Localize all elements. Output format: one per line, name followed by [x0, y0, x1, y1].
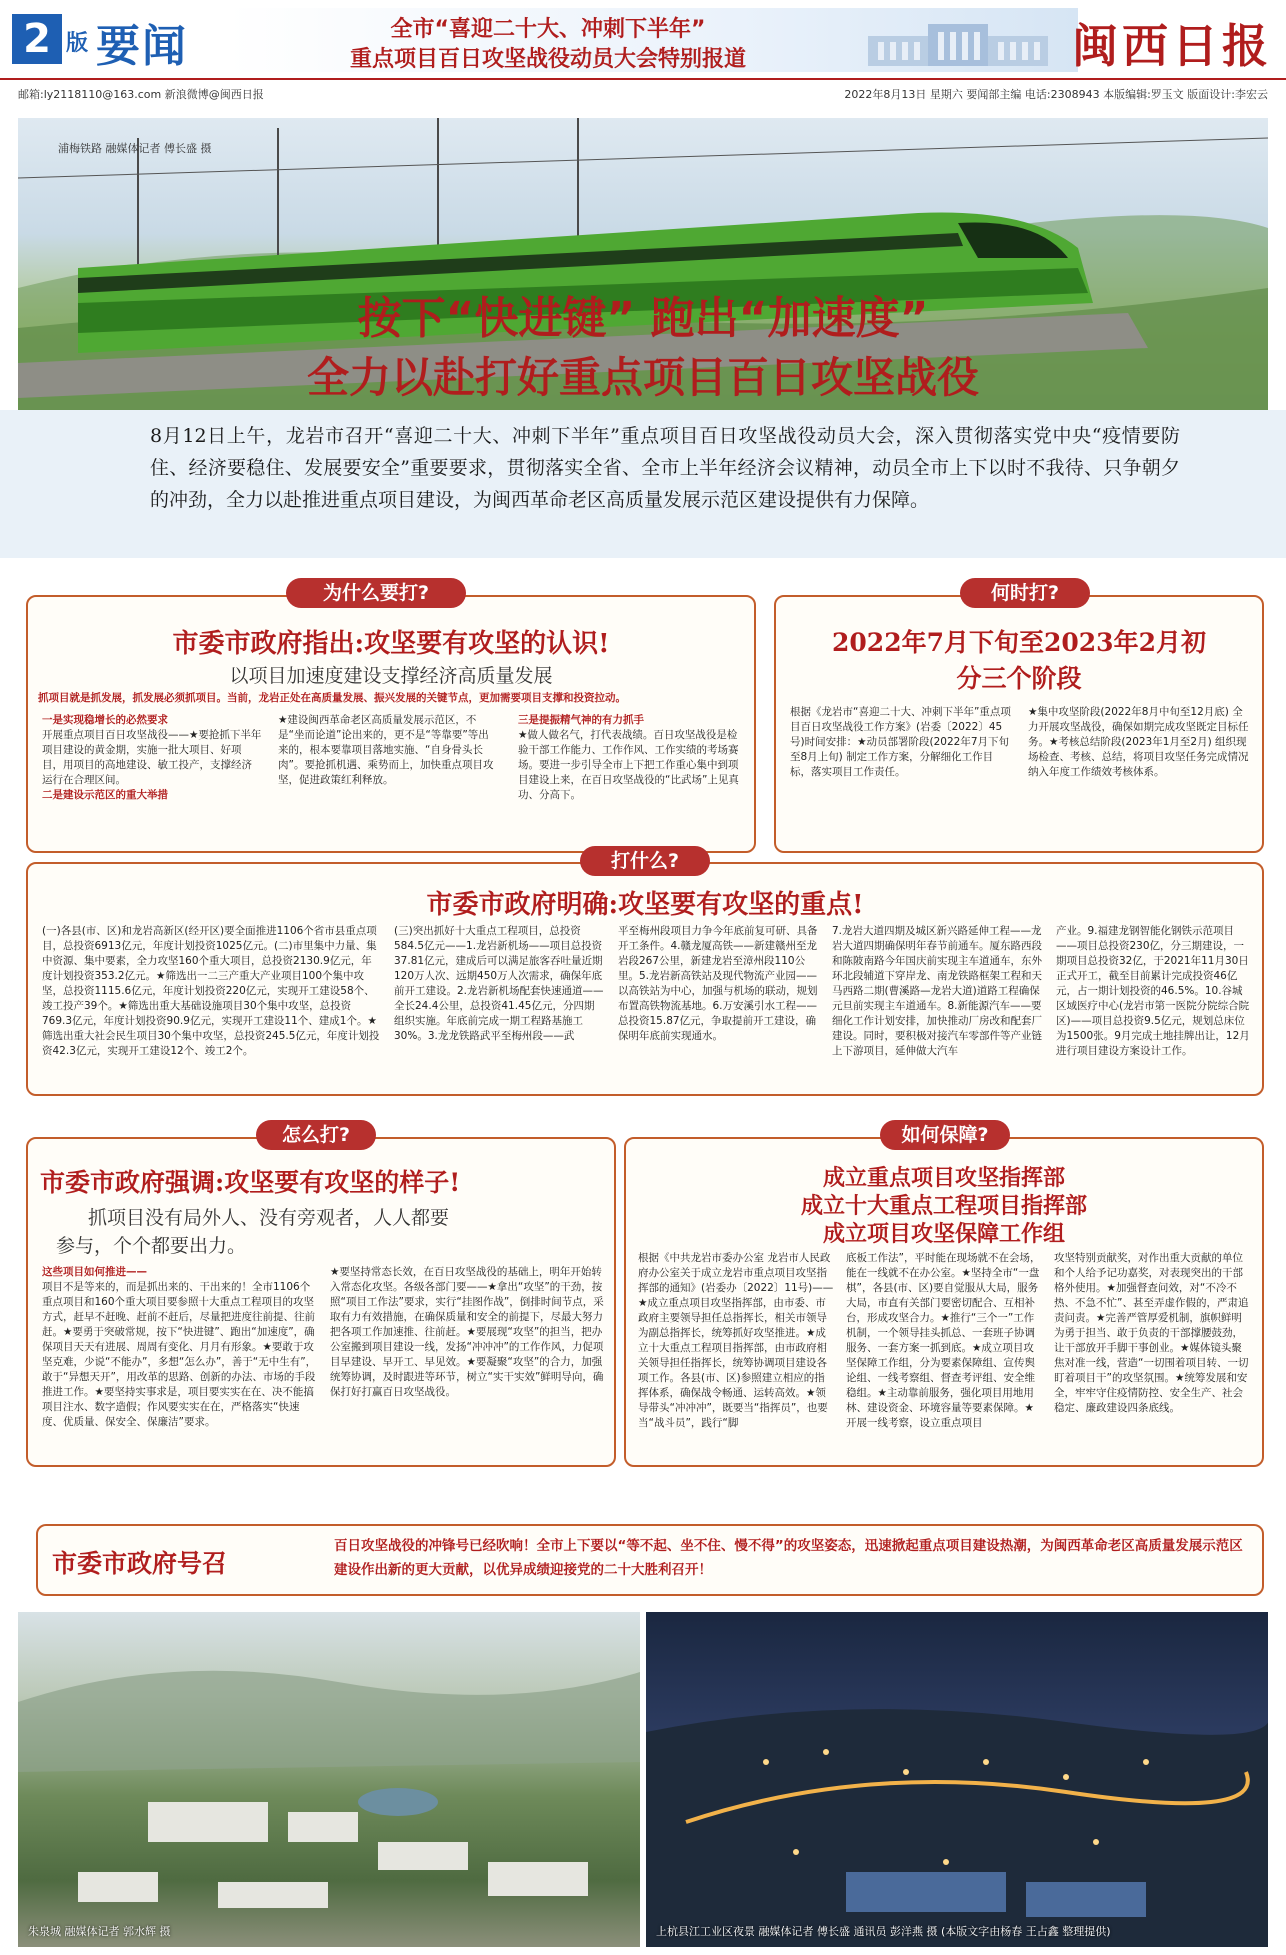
- why-column-2: ★建设闽西革命老区高质量发展示范区，不是“坐而论道”论出来的，更不是“等靠要”等出来的，根本要靠项目落地实施、“自身骨头长肉”。要抢抓机遇、乘势而上，加快重点项目攻坚，促进政策红利释放。: [278, 714, 494, 786]
- newspaper-logo: 闽西日报: [1072, 19, 1272, 73]
- guarantee-column-1: 根据《中共龙岩市委办公室 龙岩市人民政府办公室关于成立龙岩市重点项目攻坚指挥部的通知》(岩委办〔2022〕11号)——★成立重点项目攻坚指挥部，由市委、市政府主要领导担任总指挥长，相关市领导为副总指挥长，统筹抓好攻坚推进。★成立十大重点工程项目指挥部，由市政府相关领导担任指挥长，统筹协调项目建设各项工作。各县(市、区)参照建立相应的指挥体系，确保战令畅通、运转高效。★领导带头“冲冲冲”，既要当“指挥员”，也要当“战斗员”，践行“脚: [638, 1252, 834, 1429]
- why-col1-heading-2: 二是建设示范区的重大举措: [42, 789, 168, 801]
- why-title: 市委市政府指出:攻坚要有攻坚的认识!: [172, 629, 610, 659]
- lead-paragraph: 8月12日上午，龙岩市召开“喜迎二十大、冲刺下半年”重点项目百日攻坚战役动员大会，深入贯彻落实党中央“疫情要防住、经济要稳住、发展要安全”重要要求，贯彻落实全省、全市上半年经济会议精神，动员全市上下以时不我待、只争朝夕的冲劲，全力以赴推进重点项目建设，为闽西革命老区高质量发展示范区建设提供有力保障。: [150, 425, 1180, 511]
- call-text: 百日攻坚战役的冲锋号已经吹响！全市上下要以“等不起、坐不住、慢不得”的攻坚姿态，迅速掀起重点项目建设热潮，为闽西革命老区高质量发展示范区建设作出新的更大贡献，以优异成绩迎接党的二十大胜利召开！: [334, 1538, 1243, 1578]
- when-left-column: 根据《龙岩市“喜迎二十大、冲刺下半年”重点项目百日攻坚战役工作方案》(岩委〔2022〕45号)时间安排：★动员部署阶段(2022年7月下旬至8月上旬) 制定工作方案，分解细化工作目标，落实项目工作责任。: [790, 706, 1011, 778]
- how-subtitle-line-1: 抓项目没有局外人、没有旁观者，人人都要: [88, 1207, 450, 1229]
- tag-guarantee: 如何保障?: [880, 1120, 1010, 1150]
- when-panel: [774, 595, 1264, 853]
- contact-info: 邮箱:ly2118110@163.com 新浪微博@闽西日报: [18, 88, 264, 101]
- why-panel: [26, 595, 756, 853]
- guarantee-title-line-2: 成立十大重点工程项目指挥部: [800, 1193, 1087, 1219]
- what-column-4: 7.龙岩大道四期及城区新兴路延伸工程——龙岩大道四期确保明年春节前通车。厦东路西段和陈陂南路今年国庆前实现主车道通车，东外环北段辅道下穿岸龙、南龙铁路框架工程和天马西路二期(曹溪路—龙岩大道)道路工程确保元旦前实现主车道通车。8.新能源汽车——要细化工作计划安排，加快推动厂房改和配套厂建设。同时，要积极对接汽车零部件等产业链上下游项目，延伸做大汽车: [832, 925, 1042, 1057]
- what-column-5: 产业。9.福建龙钢智能化钢铁示范项目——项目总投资230亿，分三期建设，一期项目总投资32亿，于2021年11月30日正式开工，截至目前累计完成投资46亿元，占一期计划投资的46.5%。10.谷城区域医疗中心(龙岩市第一医院分院综合院区)——项目总投资9.5亿元，规划总床位为1500张。9月完成土地挂牌出让，12月进行项目建设方案设计工作。: [1056, 925, 1250, 1057]
- tag-why: 为什么要打?: [286, 578, 466, 608]
- how-column-1: [42, 1265, 318, 1430]
- guarantee-column-3: 攻坚特别贡献奖，对作出重大贡献的单位和个人给予记功嘉奖，对表现突出的干部格外使用。★加强督查问效，对“不冷不热、不急不忙”、甚至弄虚作假的，严肃追责问责。★完善严管厚爱机制，旗帜鲜明为勇于担当、敢于负责的干部撑腰鼓劲，让干部放开手脚干事创业。★媒体镜头聚焦对准一线，营造“一切围着项目转、一切盯着项目干”的攻坚氛围。★统筹发展和安全，牢牢守住疫情防控、安全生产、社会稳定、廉政建设四条底线。: [1054, 1252, 1249, 1414]
- what-title: 市委市政府明确:攻坚要有攻坚的重点!: [426, 890, 864, 920]
- guarantee-title-line-3: 成立项目攻坚保障工作组: [822, 1221, 1065, 1247]
- how-panel: [26, 1137, 616, 1467]
- why-highlight: 抓项目就是抓发展，抓发展必须抓项目。当前，龙岩正处在高质量发展、振兴发展的关键节点，更加需要项目支撑和投资拉动。: [38, 692, 626, 704]
- what-column-1: (一)各县(市、区)和龙岩高新区(经开区)要全面推进1106个省市县重点项目，总投资6913亿元，年度计划投资1025亿元。(二)市里集中力量、集中资源、集中要素，全力攻坚160个重大项目，总投资2130.9亿元，年度计划投资353.2亿元。★筛选出一二三产重大产业项目100个集中攻坚，总投资1115.6亿元，年度计划投资220亿元，实现开工建设58个、竣工投产39个。★筛选出重大基础设施项目30个集中攻坚，总投资769.3亿元，年度计划投资90.9亿元，实现开工建设11个、建成1个。★筛选出重大社会民生项目30个集中攻坚，总投资245.5亿元，年度计划投资42.3亿元，实现开工建设12个、竣工2个。: [42, 925, 380, 1057]
- tag-what: 打什么?: [580, 846, 710, 876]
- how-title: 市委市政府强调:攻坚要有攻坚的样子!: [40, 1168, 461, 1197]
- what-column-3: 平至梅州段项目力争今年底前复可研、具备开工条件。4.赣龙厦高铁——新建赣州至龙岩段267公里，新建龙岩至漳州段110公里。5.龙岩新高铁站及现代物流产业园——以高铁站为中心，加强与机场的联动，规划布置高铁物流基地。6.万安溪引水工程——总投资15.87亿元，争取提前开工建设，确保明年底前实现通水。: [618, 925, 818, 1042]
- why-column-1: [42, 713, 262, 803]
- how-col1-text: 项目不是等来的，而是抓出来的、干出来的！全市1106个重点项目和160个重大项目要参照十大重点工程项目的攻坚方式，赶早不赶晚、赶前不赶后，尽量把进度往前提、往前赶。★要勇于突破常规，按下“快进键”、跑出“加速度”，确保项目天天有进展、周周有变化、月月有形象。★要敢于攻坚克难，少说“不能办”，多想“怎么办”，善于“无中生有”，敢于“异想天开”，用改革的思路、创新的办法、市场的手段推进工作。★要坚持实事求是，项目要实实在在、决不能搞项目注水、数字造假；作风要实实在在，严格落实“快速度、优质量、保安全、保廉洁”要求。: [42, 1281, 317, 1428]
- guarantee-column-2: 底板工作法”，平时能在现场就不在会场，能在一线就不在办公室。★坚持全市“一盘棋”，各县(市、区)要自觉服从大局，服务大局，市直有关部门要密切配合、互相补台，形成攻坚合力。★推行“三个一”工作机制，一个领导挂头抓总、一套班子协调服务、一套方案一抓到底。★成立项目攻坚保障工作组，分为要素保障组、宣传舆论组、一线考察组、督查考评组、安全维稳组。★主动靠前服务，强化项目用地用林、建设资金、环境容量等要素保障。★开展一线考察，设立重点项目: [846, 1252, 1041, 1429]
- how-column-2: ★要坚持常态长效，在百日攻坚战役的基础上，明年开始转入常态化攻坚。各级各部门要——★拿出“攻坚”的干劲，按照“项目工作法”要求，实行“挂图作战”，倒排时间节点，采取有力有效措施，在确保质量和安全的前提下，尽最大努力把各项工作加速推、往前赶。★要展现“攻坚”的担当，把办公室搬到项目建设一线，发扬“冲冲冲”的工作作风，力促项目早建设、早开工、早见效。★要凝聚“攻坚”的合力，加强统筹协调，及时跟进等环节，树立“实干实效”鲜明导向，确保打好打赢百日攻坚战役。: [330, 1266, 604, 1398]
- page-suffix: 版: [66, 31, 89, 56]
- photo-credit: 浦梅铁路 融媒体记者 傅长盛 摄: [58, 142, 212, 155]
- photo-left-caption: 朱泉城 融媒体记者 郭水辉 摄: [28, 1925, 171, 1938]
- guarantee-title-line-1: 成立重点项目攻坚指挥部: [822, 1165, 1065, 1191]
- why-col3-heading: 三是提振精气神的有力抓手: [518, 714, 644, 726]
- why-col3-text: ★做人做名气，打代表战绩。百日攻坚战役是检验干部工作能力、工作作风、工作实绩的考场赛场。要进一步引导全市上下把工作重心集中到项目建设上来，在百日攻坚战役的“比武场”上见真功、分高下。: [518, 729, 739, 801]
- photo-industrial-night: [646, 1612, 1268, 1947]
- why-col1-text: 开展重点项目百日攻坚战役——★要抢抓下半年项目建设的黄金期，实施一批大项目、好项目，用项目的高地建设、敏工投产，支撑经济运行在合理区间。: [42, 729, 262, 786]
- when-title-line-1: 2022年7月下旬至2023年2月初: [832, 628, 1206, 657]
- main-headline-line-2: 全力以赴打好重点项目百日攻坚战役: [306, 353, 979, 402]
- night-illustration: [646, 1612, 1268, 1947]
- photo-right-caption: 上杭县江工业区夜景 融媒体记者 傅长盛 通讯员 彭洋燕 摄 (本版文字由杨春 王占鑫 整理提供): [656, 1925, 1111, 1938]
- how-subtitle-line-2: 参与，个个都要出力。: [56, 1235, 247, 1257]
- section-title: 要闻: [96, 21, 188, 72]
- town-illustration: [18, 1612, 640, 1947]
- when-right-column: ★集中攻坚阶段(2022年8月中旬至12月底) 全力开展攻坚战役，确保如期完成攻坚既定目标任务。★考核总结阶段(2023年1月至2月) 组织现场检查、考核、总结，将项目攻坚任务完成情况纳入年度工作绩效考核体系。: [1028, 706, 1249, 778]
- photo-town-aerial: [18, 1612, 640, 1947]
- masthead: [0, 0, 1286, 80]
- call-panel: [36, 1524, 1264, 1596]
- why-subtitle: 以项目加速度建设支撑经济高质量发展: [229, 665, 553, 687]
- issue-info: 2022年8月13日 星期六 要闻部主编 电话:2308943 本版编辑:罗玉文 版面设计:李宏云: [844, 88, 1268, 101]
- why-column-3: [518, 713, 743, 803]
- what-panel: [26, 862, 1264, 1096]
- building-illustration: [858, 18, 1058, 68]
- guarantee-panel: [624, 1137, 1264, 1467]
- special-report-banner: [228, 8, 1078, 72]
- when-title-line-2: 分三个阶段: [956, 664, 1082, 693]
- why-col1-heading: 一是实现稳增长的必然要求: [42, 714, 168, 726]
- banner-line-1: 全市“喜迎二十大、冲刺下半年”: [390, 17, 706, 42]
- banner-line-2: 重点项目百日攻坚战役动员大会特别报道: [349, 47, 746, 72]
- page-number: 2: [12, 14, 62, 64]
- info-bar: [0, 82, 1286, 104]
- call-label: 市委市政府号召: [52, 1549, 228, 1578]
- how-col1-heading: 这些项目如何推进——: [42, 1266, 147, 1278]
- tag-when: 何时打?: [960, 578, 1090, 608]
- tag-how: 怎么打?: [256, 1120, 376, 1150]
- what-column-2: (三)突出抓好十大重点工程项目，总投资584.5亿元——1.龙岩新机场——项目总投资37.81亿元，建成后可以满足旅客吞吐量近期120万人次、远期450万人次需求，确保年底前开工建设。2.龙岩新机场配套快速通道——全长24.4公里，总投资41.45亿元，分四期组织实施。年底前完成一期工程路基施工30%。3.龙龙铁路武平至梅州段——武: [394, 925, 604, 1042]
- bottom-photos: [18, 1612, 1268, 1947]
- main-headline-line-1: 按下“快进键” 跑出“加速度”: [357, 293, 929, 344]
